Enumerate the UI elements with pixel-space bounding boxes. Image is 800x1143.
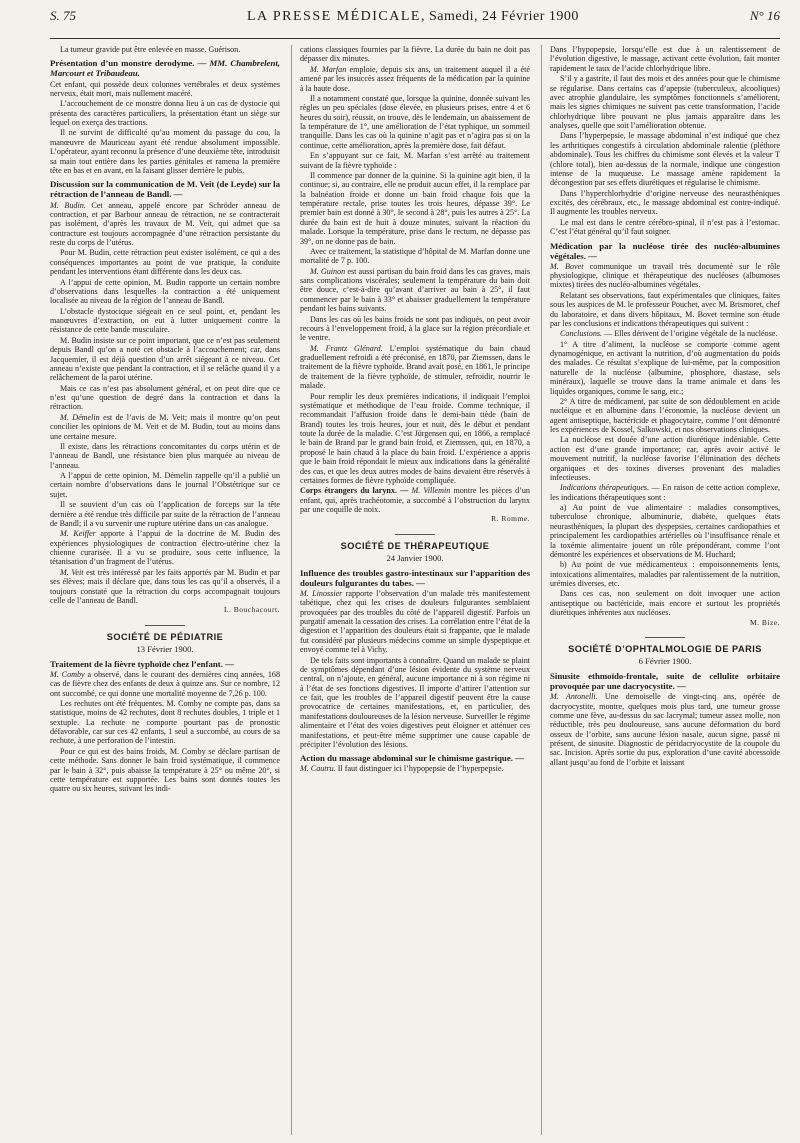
issue-number: N° 16 [749, 8, 780, 23]
paragraph: Corps étrangers du larynx. — M. Villemin montre les pièces d’un enfant, qui, après trachéotomie, a succombé à l’obstruction du larynx par une coquille de noix. [300, 486, 530, 514]
signature: R. Romme. [491, 514, 530, 524]
article-heading: Médication par la nucléose tirée des nucléo-albumines végétales. — [550, 240, 780, 261]
article-heading: Traitement de la fièvre typhoïde chez l’enfant. — [50, 658, 234, 669]
journal-title: LA PRESSE MÉDICALE [246, 9, 421, 24]
divider [645, 637, 685, 638]
section-heading [550, 637, 780, 667]
article-columns [50, 45, 780, 1135]
paragraph: M. Démelin est de l’avis de M. Veit; mais il montre qu’on peut concilier les opinions de M. Veit et de M. Budin, tout au moins dans une certaine mesure. [50, 412, 280, 441]
article-heading: Discussion sur la communication de M. Veit (de Leyde) sur la rétraction de l’anneau de Bandl. — [50, 179, 280, 200]
paragraph: Dans les cas où les bains froids ne sont pas indiqués, on peut avoir recours à l’enveloppement froid, à la glace sur la région précordiale et le ventre. [300, 314, 530, 343]
divider [395, 534, 435, 535]
article-heading: Action du massage abdominal sur le chimisme gastrique. — [300, 753, 524, 764]
paragraph: b) Au point de vue médicamenteux : empoisonnements lents, intoxications alimentaires, maladies par ralentissement de la nutrition, urémies diverses, etc. [550, 560, 780, 589]
section-heading [300, 534, 530, 564]
paragraph: Dans l’hyperchlorhydrie d’origine nerveuse des neurasthéniques excités, des cérébraux, etc., le massage abdominal est contre-indiqué. Il augmente les troubles nerveux. [550, 188, 780, 217]
page-header [50, 8, 780, 34]
column-2 [291, 45, 530, 1135]
paragraph: Dans l’hypopepsie, lorsqu’elle est due à un ralentissement de l’évolution digestive, le massage, activant cette évolution, fait monter rapidement le taux de l’acide chlorhydrique libre. [550, 45, 780, 73]
paragraph: cations classiques fournies par la fièvre. La durée du bain ne doit pas dépasser dix minutes. [300, 45, 530, 64]
paragraph: M. Antonelli. Une demoiselle de vingt-cinq ans, opérée de dacryocystite, montre, quelques mois plus tard, une tumeur grosse comme une fève, au-dessus du sac lacrymal; tumeur assez molle, non réductible, très peu douloureuse, sans aucune déformation du bord osseux de l’orbite, sans aucune lésion nasale, aucun signe, passé ni présent, de sinusite. Diagnostic de péridacryocystite de la coupole du sac. Incision. Après sortie du pus, exploration d’une cavité abcessoïde allant jusqu’au fond de l’orbite et laissant [550, 692, 780, 767]
paragraph: Dans l’hyperpepsie, le massage abdominal n’est indiqué que chez les arthritiques congestifs à circulation abdominale ralentie (pléthore abdominale). Tous les chiffres du chimisme sont élevés et la valeur T (chlore total), bien au-dessus de la normale, indique une congestion intense de la muqueuse. Le massage amène rapidement la décongestion par ses effets diurétiques et régularise le chimisme. [550, 131, 780, 188]
paragraph: Mais ce cas n’est pas absolument général, et on peut dire que ce n’est qu’une question de degré dans la contraction et dans la rétraction. [50, 383, 280, 412]
article-heading: Sinusite ethmoïdo-frontale, suite de cellulite orbitaire provoquée par une dacryocystite. — [550, 670, 780, 692]
paragraph: M. Guinon est aussi partisan du bain froid dans les cas graves, mais sans complications viscérales; seulement la température du bain doit être douce, c’est-à-dire qu’avant d’arriver au bain à 25°, il faut commencer par le bain à 33° et abaisser graduellement la température pendant les bains suivants. [300, 266, 530, 314]
paragraph: M. Comby a observé, dans le courant des dernières cinq années, 168 cas de fièvre chez des enfants de deux à quinze ans. Sur ce nombre, 12 ont succombé, ce qui donne une mortalité moyenne de 7,26 p. 100. [50, 669, 280, 698]
divider [145, 625, 185, 626]
signature: L. Bouchacourt. [223, 605, 280, 615]
paragraph: Relatant ses observations, faut expérimentales que cliniques, faites sous les auspices de M. le professeur Pouchet, avec M. Brismoret, chef du laboratoire, et dans divers hôpitaux, M. Bovet termine son étude par les conclusions et indications thérapeutiques qui suivent : [550, 290, 780, 328]
paragraph: Pour remplir les deux premières indications, il indiquait l’emploi systématique et méthodique de l’eau froide. Comme technique, il recommandait l’affusion froide dans le demi-bain tiède (bain de Brand) toutes les trois heures, jour et nuit, dès le début et pendant toute la durée de la maladie. C’est Jürgensen qui, en 1866, a remplacé le bain de Brand par le grand bain froid, et Ziemssen, qui, en 1870, a proposé le bain chaud à la place du bain froid. L’expérience a appris que le bain froid répondait le mieux aux indications dans la généralité des cas, et que les deux autres modes de bains devaient être réservés à certaines formes de fièvre typhoïde compliquée. [300, 391, 530, 485]
issue-date: , Samedi, 24 Février 1900 [420, 9, 579, 24]
paragraph: M. Budin. Cet anneau, appelé encore par Schröder anneau de contraction, et par Barbour anneau de rétraction, ne se contracterait pas isolément, d’après les travaux de M. Veit, qui admet que sa contracture est toujours accompagnée d’une rétraction persistante du reste du corps de l’utérus. [50, 200, 280, 248]
session-date: 13 Février 1900. [136, 643, 194, 654]
section-heading [50, 625, 280, 655]
paragraph: Il commence par donner de la quinine. Si la quinine agit bien, il la continue; si, au contraire, elle ne produit aucun effet, il la remplace par la balnéation froide et donne un bain froid chaque fois que la température rectale, prise toutes les trois heures, dépasse 39°. Le premier bain est donné à 30°, le second à 28°, puis les autres à 25°. La durée du bain est de huit à douze minutes, suivant la réaction du malade. Lorsque la température, prise dans le rectum, ne dépasse pas 39°, on ne donne pas de bain. [300, 170, 530, 246]
paragraph: Il ne survint de difficulté qu’au moment du passage du cou, la manœuvre de Mauriceau ayant été rendue absolument impossible. L’opérateur, ayant reconnu la présence d’une deuxième tête, introduisit sa main tout entière dans les parties génitales et ramena la première tête en bas et en avant, en la faisant glisser derrière le pubis. [50, 128, 280, 175]
session-date: 6 Février 1900. [638, 655, 692, 666]
paragraph: A l’appui de cette opinion, M. Budin rapporte un certain nombre d’observations dans lesquelles la contraction a été uniquement localisée au niveau de la région de l’anneau de Bandl. [50, 277, 280, 306]
paragraph: A l’appui de cette opinion, M. Démelin rappelle qu’il a publié un certain nombre d’observations dans le journal l’Obstétrique sur ce sujet. [50, 471, 280, 499]
paragraph: De tels faits sont importants à connaître. Quand un malade se plaint de symptômes dépendant d’une lésion évidente du système nerveux central, on n’ajoute, en général, aucune importance ni à son régime ni à l’état de ses fonctions digestives. Il importe d’attirer l’attention sur ce fait, que les troubles de l’appareil digestif peuvent être la cause provocatrice de certaines manifestations, et, en particulier, des manifestations douloureuses de la lésion nerveuse. Surveiller le régime alimentaire et l’état des voies digestives peut éloigner et atténuer ces manifestations, et peut-être même supprimer une cause capable de précipiter l’évolution des lésions. [300, 655, 530, 749]
signature: M. Bize. [749, 617, 780, 627]
paragraph: M. Cautru. Il faut distinguer ici l’hypopepsie de l’hyperpepsie. [300, 764, 504, 774]
paragraph: En s’appuyant sur ce fait, M. Marfan s’est arrêté au traitement suivant de la fièvre typhoïde : [300, 151, 530, 170]
paragraph: Pour M. Budin, cette rétraction peut exister isolément, ce qui a des conséquences importantes au point de vue pratique, la conduite pendant les interventions étant différente dans les deux cas. [50, 248, 280, 277]
paragraph: M. Budin insiste sur ce point important, que ce n’est pas seulement depuis Bandl qu’on a noté cet obstacle à l’accouchement; car, dans Jacquemier, il est déjà question d’un arrêt siégeant à ce niveau. Cet anneau n’existe que pendant la contraction, et il se relâche quand il y a relâchement de la paroi utérine. [50, 335, 280, 383]
paragraph: 1° A titre d’aliment, la nucléose se comporte comme agent dynamogénique, en activant la nutrition, d’où augmentation du poids des malades. Ce résultat s’explique de lui-même, par la composition naturelle de la nucléose (albumine, phosphore, diastase, sels minéraux), laquelle se trouve dans la trame animale et dans les liquides organiques, comme le sang, etc.; [550, 339, 780, 396]
paragraph: Conclusions. — Elles dérivent de l’origine végétale de la nucléose. [560, 329, 778, 339]
column-1 [50, 45, 280, 1135]
session-date: 24 Janvier 1900. [386, 552, 444, 563]
paragraph: M. Marfan emploie, depuis six ans, un traitement auquel il a été amené par les insuccès assez fréquents de la médication par la quinine à la haute dose. [300, 64, 530, 93]
paragraph: Il a notamment constaté que, lorsque la quinine, donnée suivant les règles un peu spéciales (dose élevée, en plusieurs prises, entre 4 et 6 heures du soir), réussit, on trouve, dès le lendemain, un abaissement de la température de 1°, une amélioration de l’état typhique, un sommeil tranquille. Dans les cas où la quinine n’agit pas et n’agira pas si on la continue, cette amélioration, après la première dose, fait défaut. [300, 93, 530, 150]
paragraph: L’accouchement de ce monstre donna lieu à un cas de dystocie qui présenta des caractères particuliers, la présentation étant un siège sur lequel on exerça des tractions. [50, 99, 280, 128]
paragraph: L’obstacle dystocique siégeait en ce seul point, et, pendant les manœuvres d’extraction, on eut à lutter uniquement contre la résistance de cette bande musculaire. [50, 306, 280, 335]
society-name: SOCIÉTÉ DE THÉRAPEUTIQUE [340, 541, 490, 552]
paragraph: 2° A titre de médicament, par suite de son dédoublement en acide nucléique et en albumine dans l’économie, la nucléose devient un agent antiseptique, bactéricide et phagocytaire, comme l’ont démontré les expériences de Kossel, Salkowski, et nos observations cliniques. [550, 396, 780, 435]
paragraph: S’il y a gastrite, il faut des mois et des années pour que le chimisme se régularise. Dans certains cas d’apepsie (tuberculeux, alcooliques) avec atrophie glandulaire, les symptômes fonctionnels s’améliorent, mais les signes chimiques ne suivent pas cette transformation, l’acide chlorhydrique libre pouvant ne plus jamais apparaître dans les analyses, quelle que soit l’amélioration obtenue. [550, 74, 780, 130]
paragraph: a) Au point de vue alimentaire : maladies consomptives, tuberculose chronique, albuminurie, diabète, quelques états neurasthéniques, la plupart des dyspepsies, certaines cardiopathies et principalement les cardiopathies artérielles où l’insuffisance rénale et la toxémie alimentaire jouent un rôle prépondérant, comme l’ont démontré les expériences et observations de M. Huchard; [550, 503, 780, 559]
paragraph: M. Veit est très intéressé par les faits apportés par M. Budin et par ses élèves; mais il déclare que, dans tous les cas qu’il a observés, il a toujours constaté que la rétraction du corps accompagnait toujours celle de l’anneau de Bandl. [50, 567, 280, 605]
paragraph: M. Linossier rapporte l’observation d’un malade très manifestement tabétique, chez qui les crises de douleurs fulgurantes semblaient provoquées par des troubles du côté de l’appareil digestif. Parfois un purgatif amenait la cessation des crises. La corrélation entre l’état de la digestion et l’apparition des douleurs était si frappante, que le malade fut considéré par plusieurs médecins comme un simple dyspeptique et envoyé comme tel à Vichy. [300, 588, 530, 655]
article-heading: Influence des troubles gastro-intestinaux sur l’apparition des douleurs fulgurantes du tabes. — [300, 567, 530, 588]
paragraph: Cet enfant, qui possède deux colonnes vertébrales et deux systèmes nerveux, était mort, mais nullement macéré. [50, 79, 280, 98]
paragraph: Dans ces cas, non seulement on doit invoquer une action antiseptique ou bactéricide, mais encore et surtout les propriétés diurétiques inhérentes aux nucléoses. [550, 589, 780, 618]
header-rule [50, 38, 780, 39]
paragraph: La tumeur gravide put être enlevée en masse. Guérison. [60, 45, 241, 54]
paragraph: La nucléose est douée d’une action diurétique indéniable. Cette action est d’une grande importance; car, après avoir activé le mouvement nutritif, la nucléose favorise l’élimination des déchets organiques et des toxines diverses provenant des maladies infectieuses. [550, 435, 780, 482]
masthead [247, 9, 579, 25]
paragraph: M. Frantz Glénard. L’emploi systématique du bain chaud graduellement refroidi a été préconisé, en 1870, par Ziemssen, dans le traitement de la fièvre typhoïde. Brand avait posé, en 1861, le principe de traitement de la fièvre typhoïde, de stimuler, refroidir, nourrir le malade. [300, 343, 530, 391]
paragraph: Indications thérapeutiques. — En raison de cette action complexe, les indications thérapeutiques sont : [550, 483, 780, 502]
paragraph: Le mal est dans le centre cérébro-spinal, il n’est pas à l’estomac. C’est l’état général qu’il faut soigner. [550, 217, 780, 237]
article-heading: Présentation d’un monstre derodyme. — MM. Chambrelent, Marcourt et Tribaudeau. [50, 58, 280, 79]
page-number: S. 75 [50, 8, 76, 23]
paragraph: M. Bovet communique un travail très documenté sur le rôle physiologique, clinique et thérapeutique des nucléoses (albumoses mixtes) tirées des nucléo-albumines végétales. [550, 261, 780, 290]
column-3 [541, 45, 780, 1135]
paragraph: Avec ce traitement, la statistique d’hôpital de M. Marfan donne une mortalité de 7 p. 100. [300, 246, 530, 266]
paragraph: Il existe, dans les rétractions concomitantes du corps utérin et de l’anneau de Bandl, une résistance bien plus marquée au niveau de l’anneau. [50, 441, 280, 470]
paragraph: Les rechutes ont été fréquentes. M. Comby ne compte pas, dans sa statistique, moins de 42 rechutes, dont 8 rechutes doubles, 1 triple et 1 sextuple. La rechute ne comporte pourtant pas de pronostic défavorable, car sur ces 42 enfants, 1 seul a succombé, au cours de sa rechute, à une perforation de l’intestin. [50, 698, 280, 746]
paragraph: M. Keiffer apporte à l’appui de la doctrine de M. Budin des expériences physiologiques de contraction électro-utérine chez la chienne curarisée. Il a vu se produire, sous cette influence, la tétanisation d’un fragment de l’utérus. [50, 529, 280, 567]
paragraph: Pour ce qui est des bains froids, M. Comby se déclare partisan de cette méthode. Sans donner le bain froid systématique, il commence par le bain à 32°, puis abaisse la température à 25° ou même 20°, si cette température est supportée. Les bains sont donnés toutes les quatre ou six heures, suivant les indi- [50, 746, 280, 794]
society-name: SOCIÉTÉ DE PÉDIATRIE [106, 632, 224, 642]
paragraph: Il se souvient d’un cas où l’application de forceps sur la tête dernière a été rendue très difficile par suite de la rétraction de l’anneau de Bandl; il a vu survenir une rupture utérine dans un cas analogue. [50, 500, 280, 528]
society-name: SOCIÉTÉ D’OPHTALMOLOGIE DE PARIS [568, 644, 762, 655]
